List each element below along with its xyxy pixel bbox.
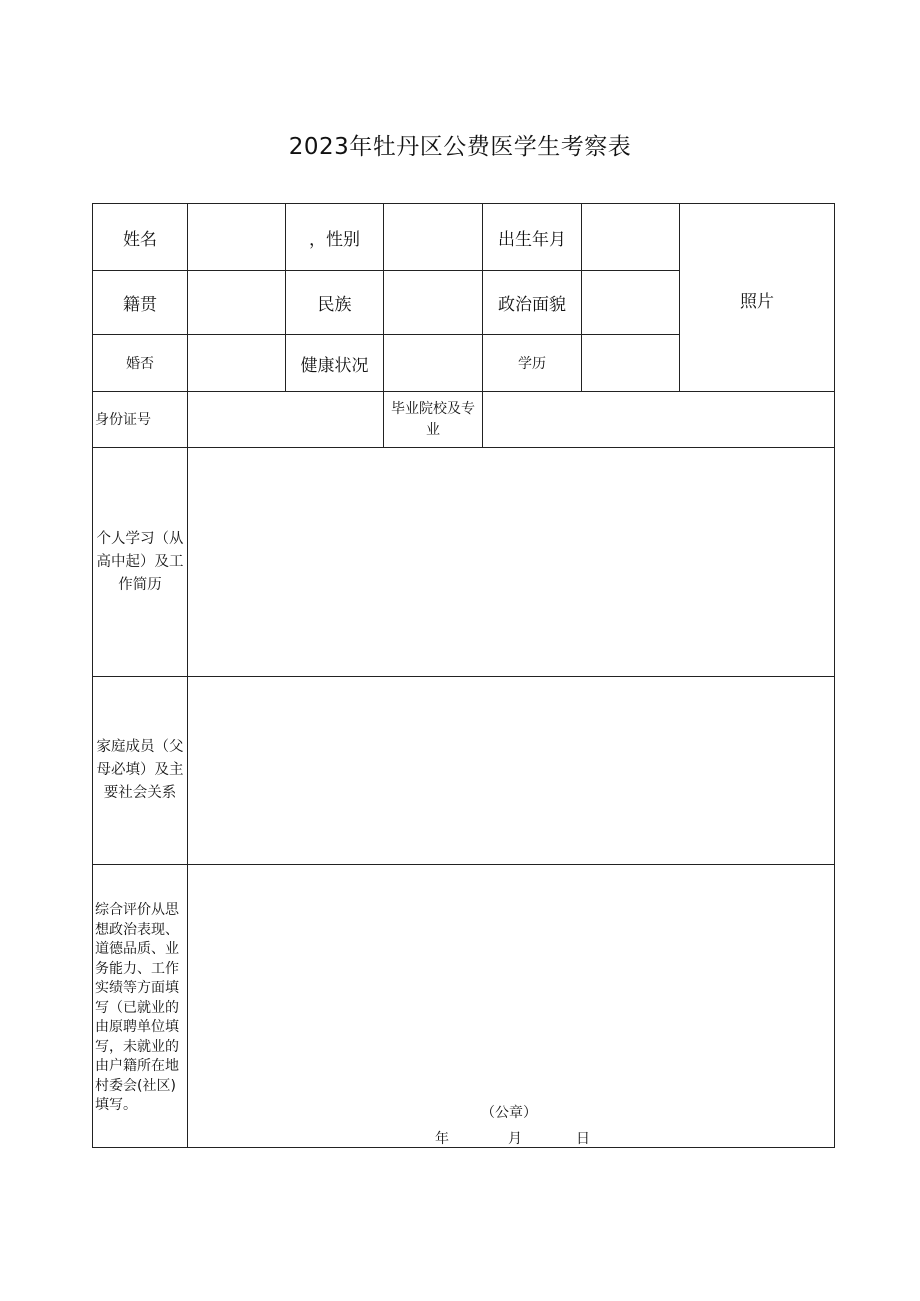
family-label: 家庭成员（父母必填）及主要社会关系 xyxy=(93,677,188,865)
gender-field[interactable] xyxy=(384,204,483,271)
photo-label: 照片 xyxy=(740,292,774,312)
photo-box[interactable] xyxy=(680,204,835,392)
school-major-label: 毕业院校及专业 xyxy=(384,392,483,448)
id-number-label: 身份证号 xyxy=(93,392,188,448)
resume-field[interactable] xyxy=(188,448,835,677)
name-field[interactable] xyxy=(188,204,286,271)
date-year-label: 年 xyxy=(435,1131,449,1147)
health-label: 健康状况 xyxy=(286,335,384,392)
native-place-field[interactable] xyxy=(188,271,286,335)
marital-status-field[interactable] xyxy=(188,335,286,392)
native-place-label: 籍贯 xyxy=(93,271,188,335)
education-label: 学历 xyxy=(483,335,582,392)
family-field[interactable] xyxy=(188,677,835,865)
health-field[interactable] xyxy=(384,335,483,392)
evaluation-field[interactable] xyxy=(188,865,835,1148)
page-title: 2023年牡丹区公费医学生考察表 xyxy=(288,134,632,160)
political-status-label: 政治面貌 xyxy=(483,271,582,335)
education-field[interactable] xyxy=(582,335,680,392)
marital-status-label: 婚否 xyxy=(93,335,188,392)
school-major-field[interactable] xyxy=(483,392,835,448)
official-seal-label: （公章） xyxy=(481,1105,537,1121)
ethnicity-field[interactable] xyxy=(384,271,483,335)
resume-label: 个人学习（从高中起）及工作简历 xyxy=(93,448,188,677)
evaluation-label: 综合评价从思想政治表现、道德品质、业务能力、工作实绩等方面填写（已就业的由原聘单位填写，未就业的由户籍所在地村委会(社区)填写。 xyxy=(93,865,188,1148)
ethnicity-label: 民族 xyxy=(286,271,384,335)
date-day-label: 日 xyxy=(576,1131,590,1147)
political-status-field[interactable] xyxy=(582,271,680,335)
date-month-label: 月 xyxy=(508,1131,522,1147)
birth-label: 出生年月 xyxy=(483,204,582,271)
inspection-form-table xyxy=(92,203,835,1148)
name-label: 姓名 xyxy=(93,204,188,271)
birth-field[interactable] xyxy=(582,204,680,271)
gender-label: ，性别 xyxy=(286,204,384,271)
id-number-field[interactable] xyxy=(188,392,384,448)
